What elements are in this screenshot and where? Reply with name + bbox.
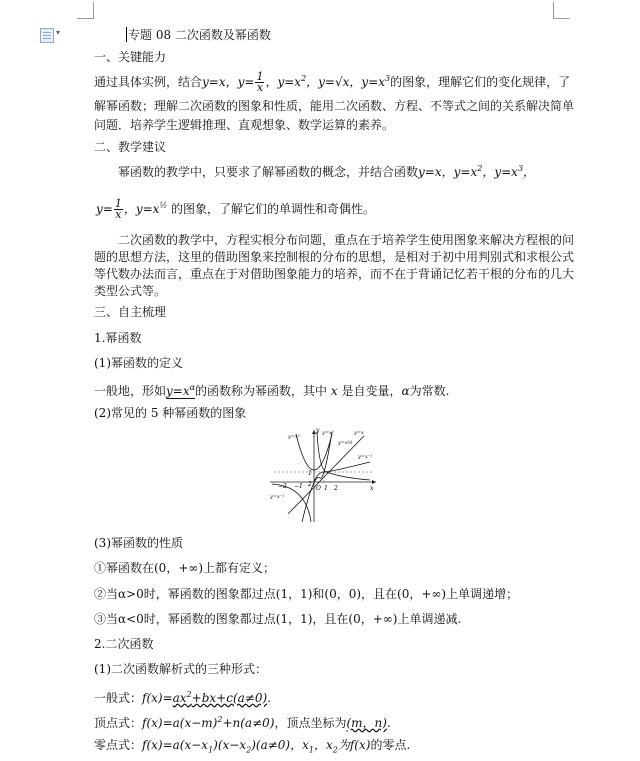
- svg-text:x: x: [370, 485, 374, 492]
- paragraph-line: y= $\frac{1}{x}$ ，$y=x^{\frac{1}{2}}$ 的图象，了解它们的单调性和奇偶性。: [96, 197, 376, 221]
- formula: y=x，y= $\frac{1}{x}$ ，$y=x^2$，y=√x，$y=x^3$: [202, 70, 391, 94]
- power-function-graph: [266, 426, 380, 524]
- formula: $f(x)=ax^2+bx+c(a\ne 0)$.: [142, 690, 271, 705]
- paragraph-line: ③当α<0时，幂函数的图象都过点(1，1)，且在(0，+∞)上单调递减.: [94, 612, 462, 626]
- paragraph-line: 等代数办法而言，重点在于对借助图象能力的培养，而不在于背诵记忆若干根的分布的几大: [94, 267, 575, 281]
- svg-text:−1: −1: [294, 483, 303, 490]
- subheading: (2)常见的 5 种幂函数的图象: [94, 406, 247, 420]
- formula-line: 一般式：$f(x)=ax^2+bx+c(a\ne 0)$.: [94, 690, 271, 705]
- paragraph-line: 幂函数的教学中，只要求了解幂函数的概念，并结合函数y=x，$y=x^2$，$y=x^3$，: [118, 164, 536, 179]
- svg-text:y=x⁻¹: y=x⁻¹: [270, 494, 285, 500]
- margin-corner-left: [77, 2, 94, 19]
- formula-line: 零点式：$f(x)=a(x-x_1)(x-x_2)(a\ne 0)$，$x_1$，$x_2$为f(x)的零点.: [94, 738, 411, 755]
- svg-text:1: 1: [308, 470, 312, 477]
- svg-text:y=x³: y=x³: [322, 430, 334, 436]
- paragraph-line: 类型公式等。: [94, 284, 167, 298]
- margin-corner-right: [553, 2, 570, 19]
- section-heading-1: 一、关键能力: [94, 50, 167, 64]
- page-title: 专题 08 二次函数及幂函数: [128, 28, 271, 42]
- svg-text:O: O: [316, 485, 321, 492]
- svg-text:2: 2: [334, 485, 338, 492]
- formula: $f(x)=a(x-x_1)(x-x_2)(a\ne 0)$，$x_1$，$x_2$为f(x): [142, 738, 371, 755]
- paragraph-line: ②当α>0时，幂函数的图象都过点(1，1)和(0，0)，且在(0，+∞)上单调递增；: [94, 587, 519, 601]
- svg-text:2: 2: [308, 481, 312, 488]
- svg-text:y=x²: y=x²: [288, 434, 300, 440]
- paragraph-line: ①幂函数在(0，+∞)上都有定义；: [94, 561, 276, 575]
- paragraph-line: 解幂函数；理解二次函数的图象和性质，能用二次函数、方程、不等式之间的关系解决简单: [94, 99, 575, 113]
- formula: $f(x)=a(x-m)^2+n(a\ne 0)$: [142, 715, 275, 730]
- section-heading-3: 三、自主梳理: [94, 305, 167, 319]
- paragraph-line: 一般地，形如$y=x^\alpha$的函数称为幂函数，其中 x 是自变量，α为常数.: [94, 383, 450, 398]
- svg-text:y=x½: y=x½: [338, 440, 353, 446]
- document-icon[interactable]: [40, 28, 54, 43]
- formula: $y=x^\alpha$: [166, 383, 196, 398]
- chevron-down-icon[interactable]: ▾: [56, 28, 61, 37]
- svg-text:y=x: y=x: [354, 430, 364, 436]
- subheading: 2.二次函数: [94, 637, 154, 651]
- subheading: (1)二次函数解析式的三种形式：: [94, 662, 267, 676]
- svg-text:1: 1: [324, 485, 328, 492]
- paragraph-line: 通过具体实例，结合y=x，y= $\frac{1}{x}$ ，$y=x^2$，y=√x，$y=x^3$的图象，理解它们的变化规律，了: [94, 70, 571, 94]
- section-heading-2: 二、教学建议: [94, 140, 167, 154]
- formula: y= $\frac{1}{x}$ ，$y=x^{\frac{1}{2}}$: [96, 197, 168, 221]
- svg-text:y=x⁻¹: y=x⁻¹: [358, 454, 373, 460]
- svg-text:−2: −2: [278, 483, 287, 490]
- formula-line: 顶点式：$f(x)=a(x-m)^2+n(a\ne 0)$，顶点坐标为(m，n).: [94, 715, 391, 730]
- paragraph-line: 问题．培养学生逻辑推理、直观想象、数学运算的素养。: [94, 118, 395, 132]
- subheading: (3)幂函数的性质: [94, 536, 183, 550]
- paragraph-line: 二次函数的教学中，方程实根分布问题，重点在于培养学生使用图象来解决方程根的问: [118, 233, 575, 247]
- paragraph-line: 题的思想方法，这里的借助图象来控制根的分布的思想，是相对于初中用判别式和求根公式: [94, 250, 575, 264]
- formula: y=x，$y=x^2$，$y=x^3$，: [418, 164, 536, 179]
- subheading: (1)幂函数的定义: [94, 356, 183, 370]
- subheading: 1.幂函数: [94, 331, 142, 345]
- svg-text:y: y: [316, 427, 320, 434]
